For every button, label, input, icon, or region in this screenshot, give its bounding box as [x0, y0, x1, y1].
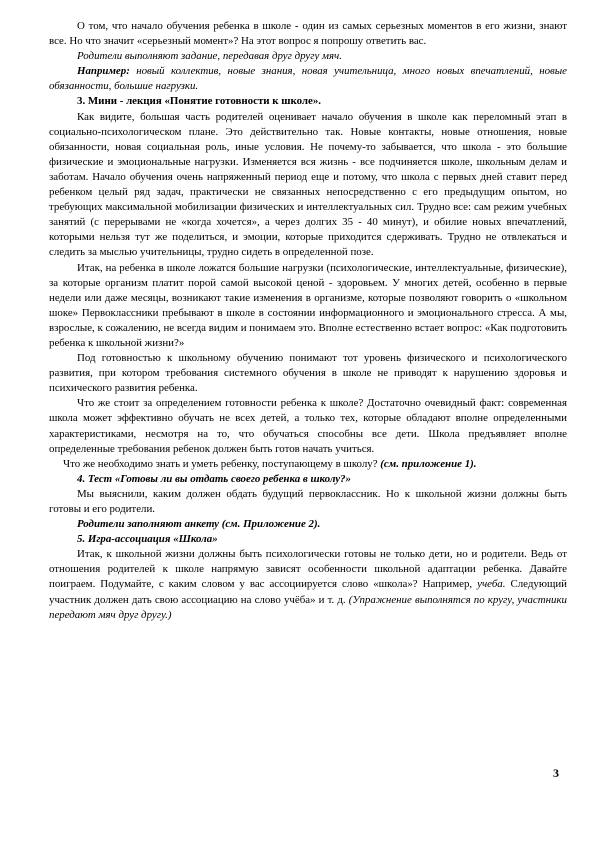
parents-questionnaire: Родители заполняют анкету (см. Приложение 2).: [77, 518, 321, 531]
document-body: [49, 19, 567, 623]
heading-game: 5. Игра-ассоциация «Школа»: [77, 533, 218, 546]
game-text-a: Итак, к школьной жизни должны быть психологически готовы не только дети, но и родители. Ведь от отношения родителей к школе напрямую зависят особенности школьной адаптации ребенка. Давайте поиграем. Подумайте, с каким словом у вас ассоциируется слово «школа»? Например,: [49, 548, 567, 591]
heading-lecture: 3. Мини - лекция «Понятие готовности к школе».: [77, 95, 322, 108]
question-text: Что же необходимо знать и уметь ребенку, поступающему в школу?: [63, 457, 378, 470]
paragraph-game: [49, 547, 567, 622]
paragraph-lecture-1: Как видите, большая часть родителей оценивает начало обучения в школе как переломный этап в социально-психологическом плане. Это действительно так. Новые контакты, новые отношения, новые обязанности, новая социальная роль, иные условия. Не почему-то забывается, что школа - это большие физические и эмоциональные нагрузки. Изменяется вся жизнь - все подчиняется школе, школьным делам и заботам. Начало обучения очень напряженный период еще и потому, что школа с первых дней ставит перед ребенком целый ряд задач, практически не связанных непосредственно с его предыдущим опытом, но требующих максимальной мобилизации физических и интеллектуальных сил. Трудно все: сам режим учебных занятий (с перерывами не «когда хочется», а через долгих 35 - 40 минут), и обилие новых впечатлений, которыми нельзя тут же поделиться, и эмоции, которые приходится сдерживать. Трудно не отвлекаться и следить за мыслью учительницы, трудно сидеть в определенной позе.: [49, 110, 567, 259]
paragraph-lecture-3: Под готовностью к школьному обучению понимают тот уровень физического и психологического развития, при котором требования системного обучения в школе не приводят к нарушению здоровья и психического развития ребенка.: [49, 352, 567, 395]
example-paragraph: [49, 64, 567, 94]
game-example-word: учеба.: [477, 578, 506, 591]
heading-test: 4. Тест «Готовы ли вы отдать своего ребенка в школу?»: [77, 472, 351, 485]
paragraph-lecture-4: Что же стоит за определением готовности ребенка к школе? Достаточно очевидный факт: современная школа может эффективно обучать не всех детей, а только тех, которые обладают вполне определенными характеристиками, несмотря на то, что обучаться способны все дети. Школа предъявляет вполне определенные требования ребенок должен быть готов начать учиться.: [49, 397, 567, 455]
paragraph-question: [49, 457, 567, 472]
appendix-ref-1: (см. приложение 1).: [377, 457, 477, 470]
page-number: 3: [553, 766, 559, 780]
paragraph-intro: О том, что начало обучения ребенка в школе - один из самых серьезных моментов в его жизни, знают все. Но что значит «серьезный момент»? На этот вопрос я попрошу ответить вас.: [49, 20, 567, 48]
example-label: Например:: [77, 65, 130, 78]
game-instruction: (Упражнение выполнятся по кругу, участники передают мяч друг другу.): [49, 593, 567, 621]
paragraph-lecture-2: Итак, на ребенка в школе ложатся большие нагрузки (психологические, интеллектуальные, физические), за которые организм платит порой самой высокой ценой - здоровьем. У многих детей, особенно в первые недели или даже месяцы, возникают такие изменения в организме, которые позволяют говорить о «школьном шоке» Первоклассники пребывают в школе в состоянии информационного и эмоционального стресса. А мы, взрослые, к сожалению, не всегда видим и понимаем это. Вполне естественно встает вопрос: «Как подготовить ребенка к школьной жизни?»: [49, 261, 568, 349]
example-text: новый коллектив, новые знания, новая учительница, много новых впечатлений, новые обязанности, большие нагрузки.: [49, 65, 567, 93]
parents-instruction: Родители выполняют задание, передавая друг другу мяч.: [77, 50, 342, 63]
game-text-b: Следующий участник должен дать свою ассоциацию на слово учёба» и т. д.: [49, 578, 567, 606]
paragraph-test: Мы выяснили, каким должен обдать будущий первоклассник. Но к школьной жизни должны быть готовы и его родители.: [49, 487, 567, 515]
